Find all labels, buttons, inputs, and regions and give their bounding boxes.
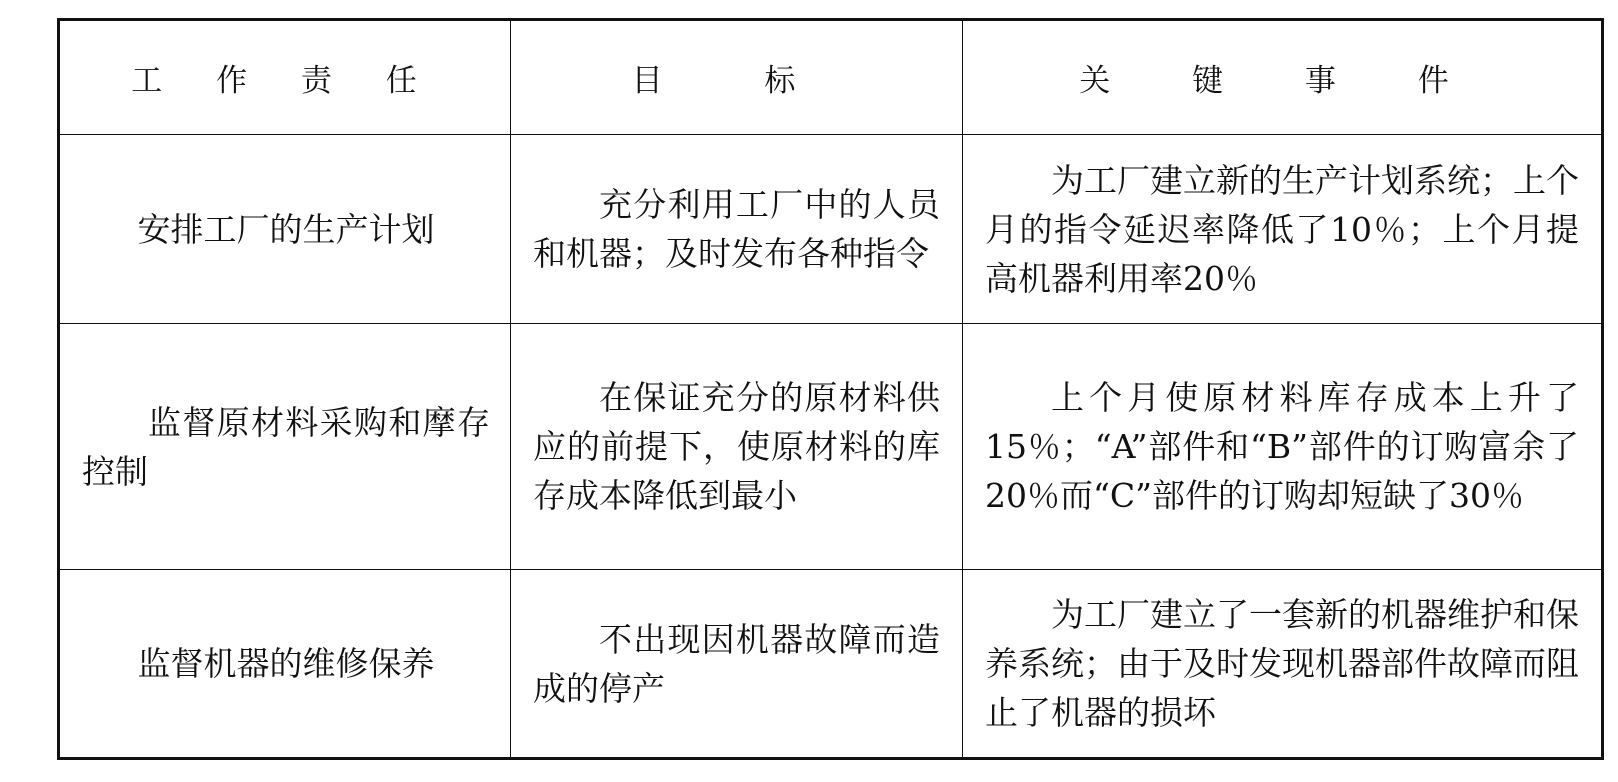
header-row [59, 20, 1603, 135]
header-responsibility: 工 作 责 任 [59, 20, 511, 135]
responsibility-cell: 安排工厂的生产计划 [59, 135, 511, 324]
performance-table [57, 18, 1604, 760]
table-row [59, 135, 1603, 324]
responsibility-cell: 监督原材料采购和摩存控制 [59, 324, 511, 570]
header-goal: 目 标 [511, 20, 963, 135]
header-key-events: 关 键 事 件 [963, 20, 1603, 135]
table-row [59, 570, 1603, 759]
goal-cell: 充分利用工厂中的人员和机器；及时发布各种指令 [511, 135, 963, 324]
goal-cell: 不出现因机器故障而造成的停产 [511, 570, 963, 759]
responsibility-cell: 监督机器的维修保养 [59, 570, 511, 759]
table-row [59, 324, 1603, 570]
goal-cell: 在保证充分的原材料供应的前提下，使原材料的库存成本降低到最小 [511, 324, 963, 570]
key-events-cell: 为工厂建立了一套新的机器维护和保养系统；由于及时发现机器部件故障而阻止了机器的损坏 [963, 570, 1603, 759]
key-events-cell: 上个月使原材料库存成本上升了15％；“A”部件和“B”部件的订购富余了20％而“C”部件的订购却短缺了30％ [963, 324, 1603, 570]
key-events-cell: 为工厂建立新的生产计划系统；上个月的指令延迟率降低了10％；上个月提高机器利用率20％ [963, 135, 1603, 324]
